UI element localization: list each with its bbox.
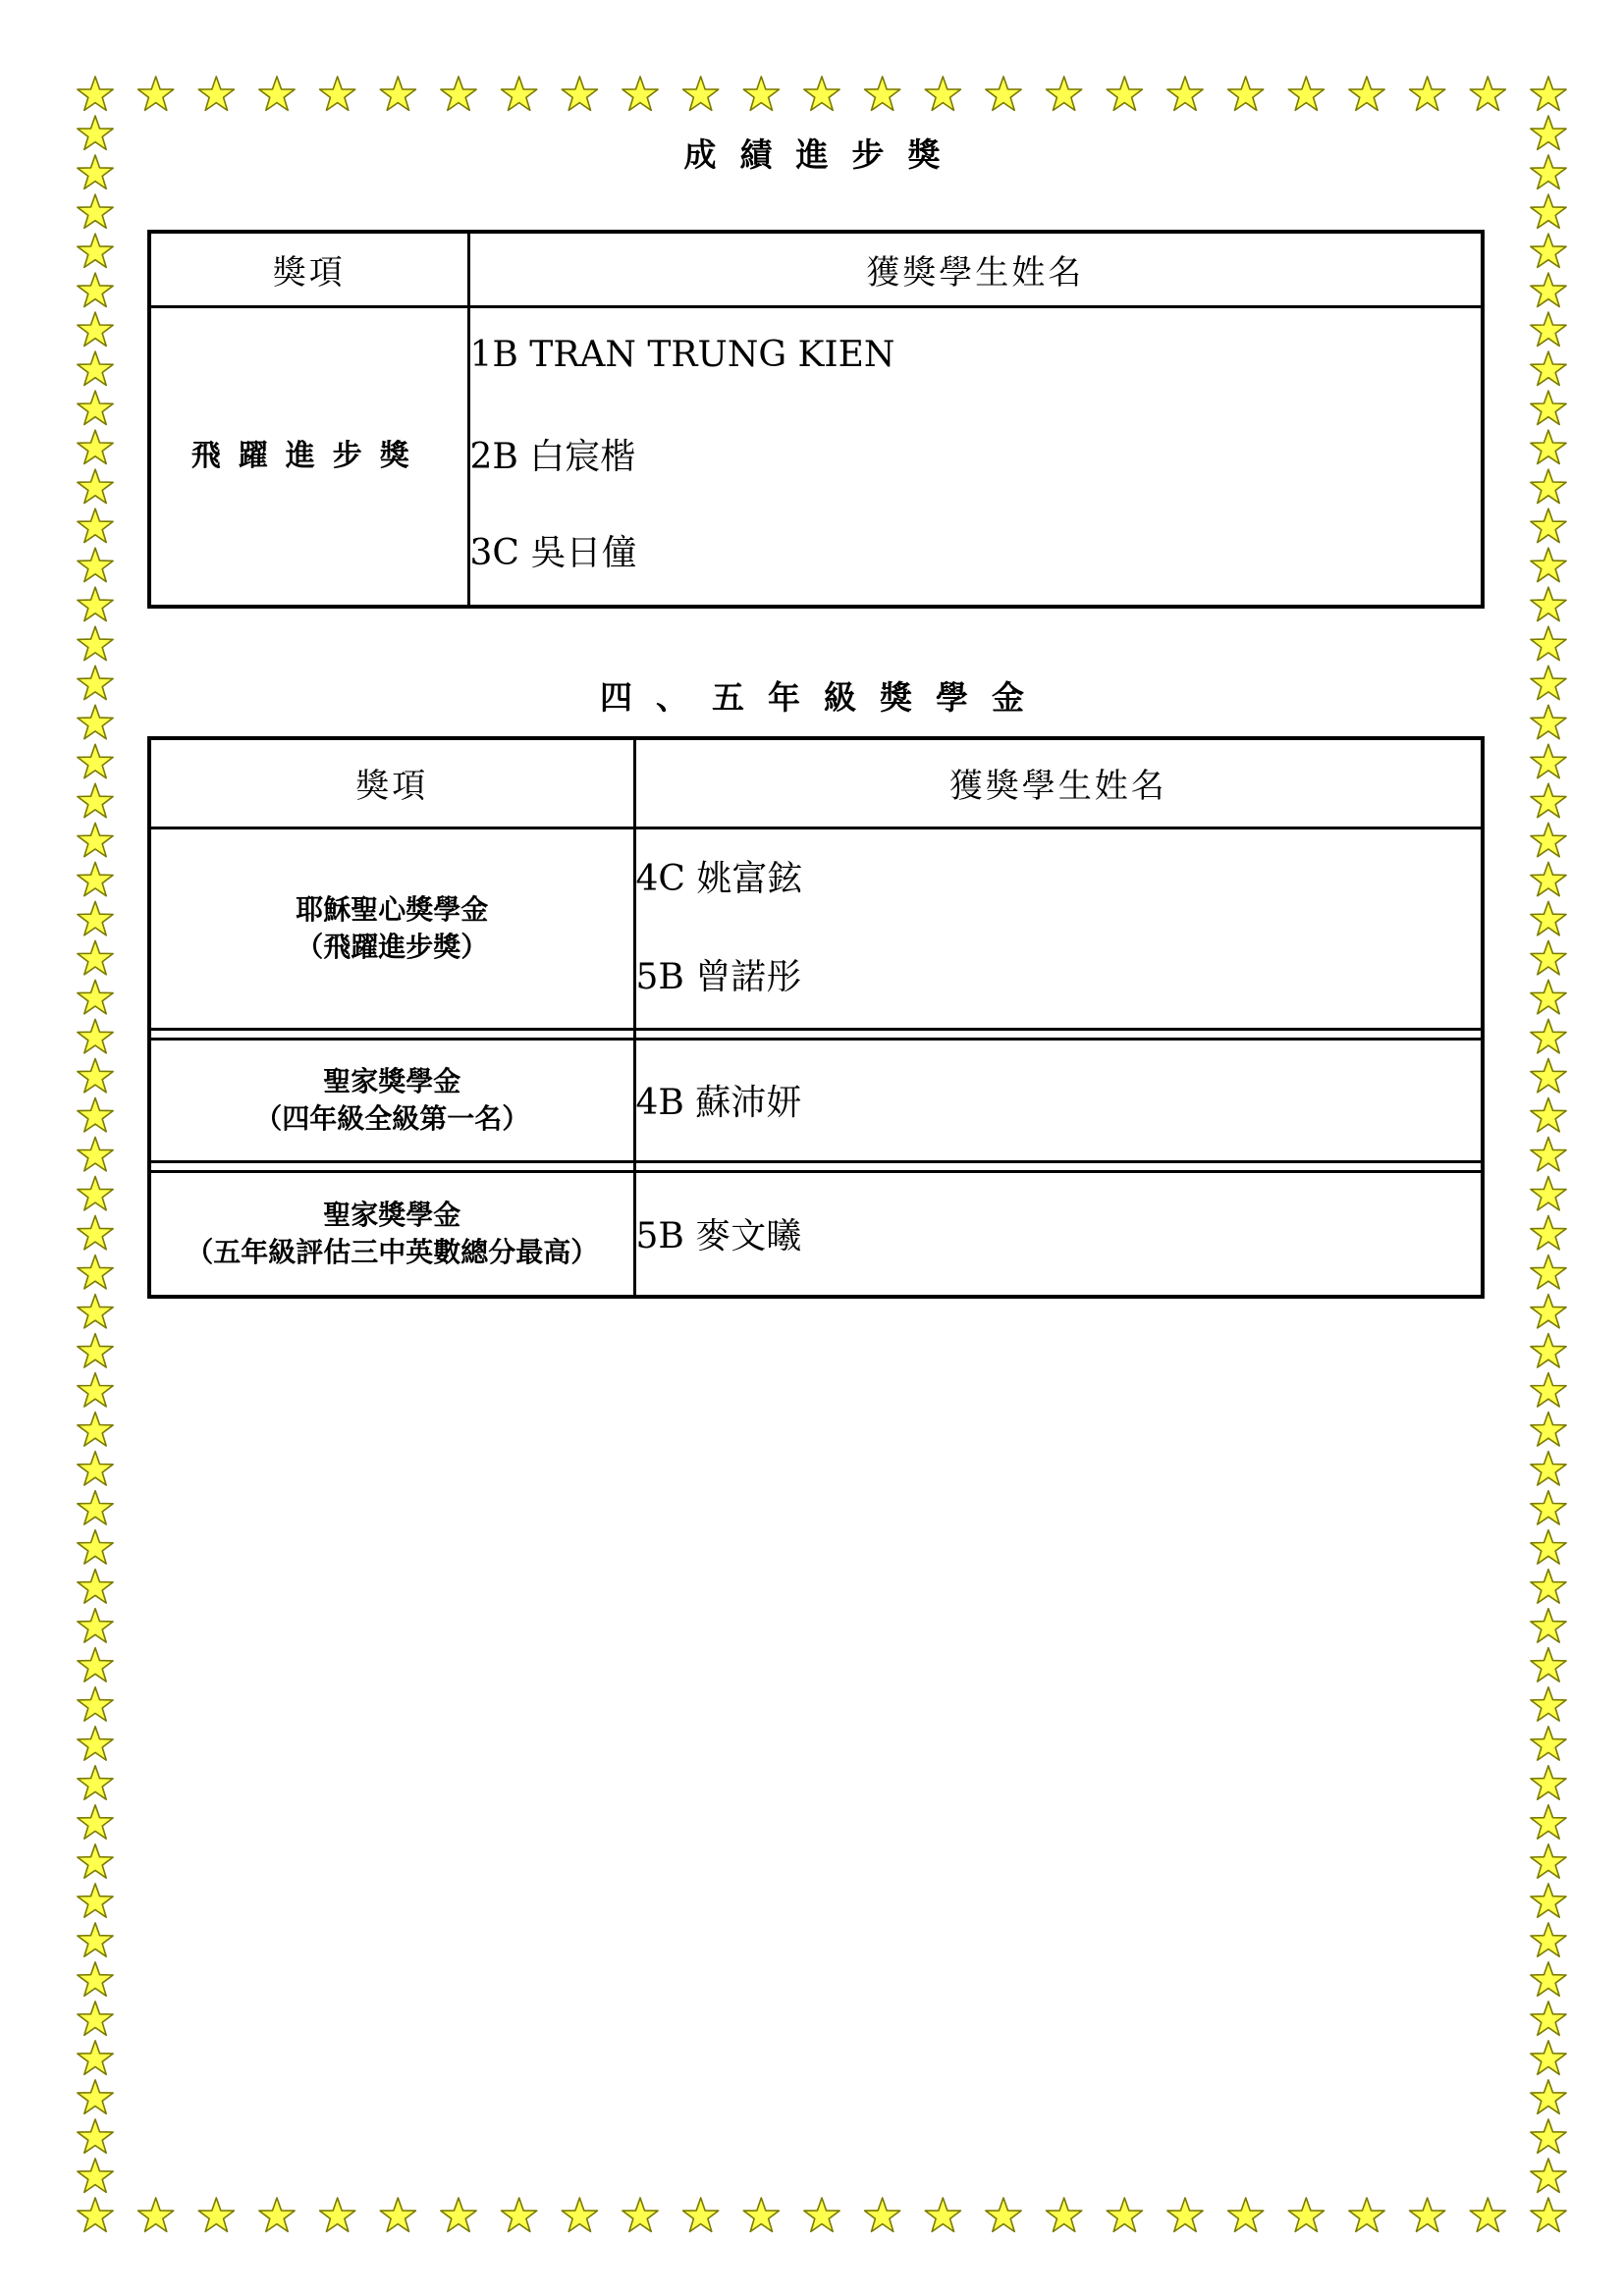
- star-icon: [1531, 2198, 1566, 2231]
- star-icon: [865, 77, 900, 110]
- section-title-scholarship: 四、五年級獎學金: [600, 678, 1048, 717]
- table-row: [149, 306, 1483, 607]
- star-icon: [1047, 2198, 1082, 2231]
- star-icon: [1470, 77, 1505, 110]
- star-icon: [1531, 1727, 1566, 1760]
- header-award: 獎項: [149, 738, 634, 828]
- star-icon: [198, 2198, 234, 2231]
- star-icon: [1531, 469, 1566, 503]
- star-icon: [441, 2198, 476, 2231]
- award-name-line1: 聖家獎學金: [323, 1198, 461, 1231]
- star-icon: [1531, 1648, 1566, 1682]
- star-icon: [1531, 1019, 1566, 1052]
- star-icon: [1531, 548, 1566, 581]
- star-icon: [78, 2041, 113, 2074]
- header-students: 獲獎學生姓名: [468, 232, 1483, 306]
- section-title-progress-award: 成績進步獎: [683, 135, 964, 174]
- star-icon: [1531, 1570, 1566, 1603]
- star-icon: [1531, 1923, 1566, 1956]
- star-icon: [78, 1766, 113, 1799]
- star-icon: [743, 77, 779, 110]
- star-icon: [78, 1177, 113, 1210]
- star-icon: [1470, 2198, 1505, 2231]
- star-icon: [78, 273, 113, 306]
- star-icon: [78, 2119, 113, 2153]
- star-icon: [1531, 980, 1566, 1013]
- star-icon: [1531, 1413, 1566, 1446]
- star-icon: [78, 1295, 113, 1328]
- star-icon: [78, 783, 113, 817]
- star-icon: [1531, 2159, 1566, 2192]
- star-icon: [78, 1138, 113, 1171]
- star-icon: [1531, 940, 1566, 974]
- star-icon: [1288, 77, 1324, 110]
- star-icon: [78, 1334, 113, 1367]
- star-icon: [78, 940, 113, 974]
- star-icon: [78, 1805, 113, 1839]
- star-icon: [623, 77, 658, 110]
- table-row: [149, 1039, 1483, 1161]
- star-icon: [259, 2198, 295, 2231]
- star-icon: [1228, 2198, 1264, 2231]
- star-icon: [78, 1019, 113, 1052]
- star-icon: [1531, 1884, 1566, 1917]
- award-name-line2: （飛躍進步獎）: [296, 930, 489, 963]
- award-name: [149, 828, 634, 1029]
- star-icon: [562, 2198, 597, 2231]
- star-icon: [1531, 391, 1566, 424]
- star-icon: [1410, 77, 1445, 110]
- star-icon: [1531, 312, 1566, 346]
- student-list: [468, 306, 1483, 607]
- star-icon: [78, 469, 113, 503]
- student-name: 3C 吳日僮: [469, 532, 637, 573]
- star-icon: [1531, 351, 1566, 385]
- star-icon: [986, 77, 1021, 110]
- star-icon: [78, 391, 113, 424]
- star-icon: [1531, 2041, 1566, 2074]
- star-icon: [1531, 862, 1566, 895]
- star-icon: [1531, 234, 1566, 267]
- star-icon: [1288, 2198, 1324, 2231]
- star-icon: [804, 77, 839, 110]
- header-award: 獎項: [149, 232, 468, 306]
- star-icon: [78, 1844, 113, 1878]
- row-separator: [149, 1161, 1483, 1171]
- student-list: [634, 828, 1483, 1029]
- star-icon: [1531, 1177, 1566, 1210]
- star-icon: [683, 77, 719, 110]
- star-icon: [78, 2002, 113, 2035]
- star-icon: [78, 77, 113, 110]
- award-name-line2: （五年級評估三中英數總分最高）: [186, 1235, 599, 1268]
- star-icon: [1531, 1334, 1566, 1367]
- star-icon: [78, 2159, 113, 2192]
- student-name: 1B TRAN TRUNG KIEN: [469, 334, 895, 375]
- award-name-line1: 耶穌聖心獎學金: [296, 892, 489, 926]
- star-icon: [1167, 2198, 1203, 2231]
- star-icon: [1107, 77, 1142, 110]
- star-icon: [1531, 2080, 1566, 2113]
- star-icon: [1531, 194, 1566, 228]
- star-icon: [1531, 273, 1566, 306]
- star-icon: [1531, 823, 1566, 856]
- award-name: [149, 1039, 634, 1161]
- star-icon: [1107, 2198, 1142, 2231]
- star-icon: [865, 2198, 900, 2231]
- star-icon: [623, 2198, 658, 2231]
- student-name: 4B 蘇沛妍: [635, 1083, 802, 1123]
- star-icon: [441, 77, 476, 110]
- star-icon: [1531, 430, 1566, 463]
- star-icon: [502, 2198, 537, 2231]
- star-icon: [78, 430, 113, 463]
- star-icon: [1531, 1766, 1566, 1799]
- star-icon: [78, 1216, 113, 1250]
- star-icon: [1531, 1059, 1566, 1093]
- star-icon: [78, 1570, 113, 1603]
- student-name: 4C 姚富鉉: [635, 858, 803, 899]
- award-name: 飛躍進步獎: [149, 306, 468, 607]
- star-icon: [1531, 744, 1566, 777]
- star-icon: [1349, 77, 1384, 110]
- star-icon: [1531, 1962, 1566, 1996]
- star-icon: [804, 2198, 839, 2231]
- award-name-line1: 聖家獎學金: [323, 1064, 461, 1097]
- star-icon: [78, 1609, 113, 1642]
- table-row: [149, 828, 1483, 1029]
- progress-award-table: [147, 230, 1485, 609]
- star-icon: [1531, 1530, 1566, 1564]
- star-icon: [1228, 77, 1264, 110]
- star-icon: [925, 77, 960, 110]
- star-icon: [1531, 1844, 1566, 1878]
- table-row: [149, 1171, 1483, 1297]
- star-icon: [1531, 2119, 1566, 2153]
- star-icon: [683, 2198, 719, 2231]
- star-icon: [78, 1491, 113, 1524]
- header-students: 獲獎學生姓名: [634, 738, 1483, 828]
- star-icon: [1410, 2198, 1445, 2231]
- star-icon: [78, 312, 113, 346]
- star-icon: [78, 1452, 113, 1485]
- star-icon: [78, 1373, 113, 1407]
- star-icon: [78, 1687, 113, 1721]
- scholarship-table: [147, 736, 1485, 1299]
- star-icon: [1531, 1805, 1566, 1839]
- star-icon: [78, 862, 113, 895]
- star-icon: [78, 1098, 113, 1132]
- star-icon: [78, 823, 113, 856]
- star-icon: [562, 77, 597, 110]
- student-name: 2B 白宸楷: [469, 436, 636, 477]
- star-icon: [1167, 77, 1203, 110]
- star-icon: [1531, 1491, 1566, 1524]
- award-name-line2: （四年級全級第一名）: [254, 1101, 530, 1135]
- star-icon: [78, 1413, 113, 1446]
- row-separator: [149, 1029, 1483, 1039]
- star-icon: [78, 194, 113, 228]
- star-icon: [259, 77, 295, 110]
- star-icon: [925, 2198, 960, 2231]
- star-icon: [1531, 1295, 1566, 1328]
- star-icon: [986, 2198, 1021, 2231]
- star-icon: [138, 77, 174, 110]
- star-icon: [78, 1962, 113, 1996]
- student-list: [634, 1039, 1483, 1161]
- star-icon: [1531, 1255, 1566, 1289]
- star-icon: [1531, 1373, 1566, 1407]
- star-icon: [78, 1255, 113, 1289]
- star-icon: [1349, 2198, 1384, 2231]
- star-icon: [743, 2198, 779, 2231]
- star-icon: [78, 1884, 113, 1917]
- star-icon: [78, 901, 113, 934]
- table-header-row: [149, 738, 1483, 828]
- star-icon: [78, 1530, 113, 1564]
- star-icon: [320, 2198, 355, 2231]
- star-icon: [78, 587, 113, 620]
- star-icon: [78, 1648, 113, 1682]
- star-icon: [1531, 587, 1566, 620]
- star-icon: [78, 234, 113, 267]
- star-icon: [78, 626, 113, 660]
- star-icon: [380, 77, 415, 110]
- star-icon: [138, 2198, 174, 2231]
- star-icon: [78, 2198, 113, 2231]
- star-icon: [78, 508, 113, 542]
- student-list: [634, 1171, 1483, 1297]
- star-icon: [198, 77, 234, 110]
- star-icon: [1531, 901, 1566, 934]
- star-icon: [1531, 508, 1566, 542]
- table-header-row: [149, 232, 1483, 306]
- star-icon: [78, 1727, 113, 1760]
- star-icon: [1531, 77, 1566, 110]
- star-icon: [1531, 1609, 1566, 1642]
- star-icon: [1531, 1216, 1566, 1250]
- star-icon: [1531, 626, 1566, 660]
- award-name: [149, 1171, 634, 1297]
- star-icon: [502, 77, 537, 110]
- star-icon: [1531, 1452, 1566, 1485]
- star-icon: [380, 2198, 415, 2231]
- star-icon: [1531, 1687, 1566, 1721]
- star-icon: [320, 77, 355, 110]
- star-icon: [1531, 1098, 1566, 1132]
- star-icon: [1531, 783, 1566, 817]
- star-icon: [1047, 77, 1082, 110]
- star-icon: [78, 980, 113, 1013]
- star-icon: [1531, 1138, 1566, 1171]
- student-name: 5B 曾諾彤: [635, 956, 802, 997]
- star-icon: [78, 1923, 113, 1956]
- star-icon: [78, 1059, 113, 1093]
- star-icon: [78, 351, 113, 385]
- student-name: 5B 麥文曦: [635, 1216, 802, 1257]
- star-icon: [1531, 2002, 1566, 2035]
- star-icon: [78, 548, 113, 581]
- star-icon: [78, 2080, 113, 2113]
- star-icon: [78, 744, 113, 777]
